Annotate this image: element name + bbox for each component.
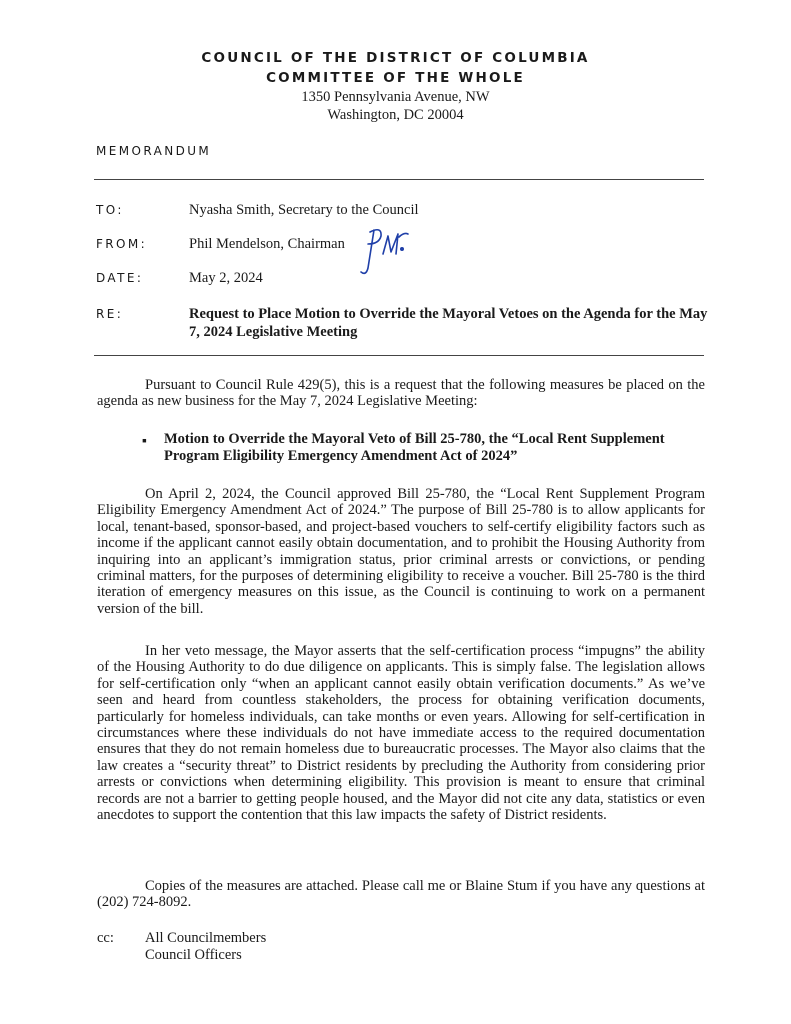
council-name: COUNCIL OF THE DISTRICT OF COLUMBIA <box>201 50 590 66</box>
cc-recipient: Council Officers <box>145 947 242 963</box>
bill-purpose-paragraph: On April 2, 2024, the Council approved Bill 25-780, the “Local Rent Supplement Program Eligibility Emergency Amendment Act of 2024.” The purpose of Bill 25-780 is to allow applicants for local, tenant-based, sponsor-based, and project-based vouchers to self-certify eligibility factors such as income if the applicant cannot easily obtain documentation, and to prohibit the Housing Authority from inquiring into an applicant’s immigration status, prior criminal arrests or convictions, or pending criminal matters, for the purposes of determining eligibility to receive a voucher. Bill 25-780 is the third iteration of emergency measures on this issue, as the Council is continuing to work on a permanent version of the bill. <box>97 486 705 617</box>
memorandum-label: MEMORANDUM <box>96 144 212 158</box>
cc-recipients <box>145 930 266 964</box>
header-top-divider <box>94 179 704 180</box>
header-bottom-divider <box>94 355 704 356</box>
address-line-2: Washington, DC 20004 <box>327 107 464 123</box>
letterhead <box>0 48 791 124</box>
date-value: May 2, 2024 <box>189 270 263 286</box>
cc-label: cc: <box>97 930 114 946</box>
veto-response-paragraph: In her veto message, the Mayor asserts that the self-certification process “impugns” the ability of the Housing Authority to do due diligence on applicants. This is simply false. The legislation allows for self-certification only “when an applicant cannot easily obtain verification documents.” As we’ve seen and heard from countless stakeholders, the process for obtaining verification documents, particularly for homeless individuals, can take months or even years. Allowing for self-certification in circumstances where these individuals do not have immediate access to the required documentation ensures that they do not remain homeless due to bureaucratic processes. The Mayor also claims that the law creates a “security threat” to District residents by precluding the Authority from considering prior arrests or convictions when determining eligibility. This provision is meant to ensure that criminal records are not a barrier to getting people housed, and the Mayor did not cite any data, statistics or even anecdotes to support the contention that this law impacts the safety of District residents. <box>97 643 705 824</box>
address-line-1: 1350 Pennsylvania Avenue, NW <box>301 89 490 105</box>
intro-paragraph: Pursuant to Council Rule 429(5), this is a request that the following measures be placed on the agenda as new business for the May 7, 2024 Legislative Meeting: <box>97 377 705 410</box>
cc-recipient: All Councilmembers <box>145 930 267 946</box>
from-value: Phil Mendelson, Chairman <box>189 236 345 252</box>
re-label: RE: <box>96 307 124 321</box>
to-value: Nyasha Smith, Secretary to the Council <box>189 202 419 218</box>
motion-bullet-item: Motion to Override the Mayoral Veto of Bill 25-780, the “Local Rent Supplement Program Eligibility Emergency Amendment Act of 2024” <box>164 431 665 464</box>
closing-paragraph: Copies of the measures are attached. Please call me or Blaine Stum if you have any questions at (202) 724-8092. <box>97 878 705 911</box>
bullet-marker: ▪ <box>142 434 147 449</box>
from-label: FROM: <box>96 237 148 251</box>
re-subject: Request to Place Motion to Override the Mayoral Vetoes on the Agenda for the May 7, 2024 Legislative Meeting <box>189 306 708 340</box>
signature-initials-graphic <box>352 222 422 278</box>
committee-name: COMMITTEE OF THE WHOLE <box>266 70 525 86</box>
to-label: TO: <box>96 203 124 217</box>
date-label: DATE: <box>96 271 144 285</box>
